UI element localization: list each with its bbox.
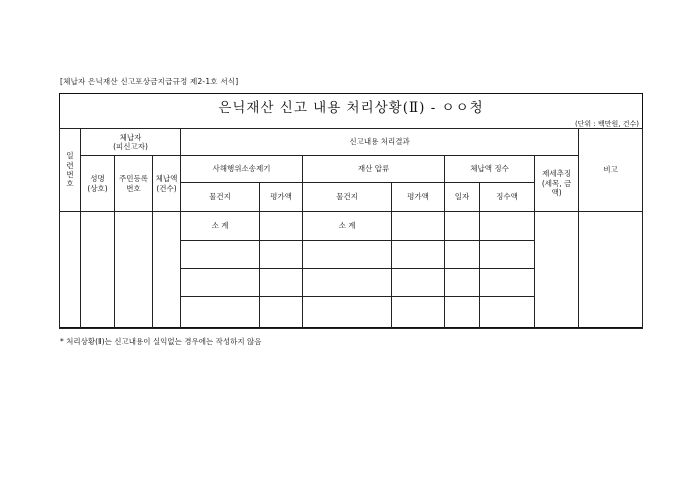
resident-id-header bbox=[115, 156, 153, 212]
fraud-value-cell bbox=[260, 241, 303, 269]
fraud-value-cell bbox=[260, 297, 303, 329]
fraud-item-cell: 소 계 bbox=[181, 212, 260, 241]
footnote: * 처리상황(Ⅱ)는 신고내용이 실익없는 경우에는 작성하지 않음 bbox=[60, 337, 262, 346]
seizure-value-cell bbox=[392, 212, 445, 241]
fraud-value-header: 평가액 bbox=[260, 183, 303, 212]
arrears-sub-label: (건수) bbox=[156, 183, 177, 193]
form-frame bbox=[59, 93, 643, 328]
name-sub-label: (상호) bbox=[87, 183, 108, 193]
seizure-value-header: 평가액 bbox=[392, 183, 445, 212]
delinquent-sub-label: (피신고자) bbox=[113, 142, 148, 151]
delinquent-header bbox=[81, 129, 181, 156]
tax-estimate-label: 제세추징 bbox=[542, 169, 572, 179]
remarks-header: 비고 bbox=[579, 129, 643, 212]
arrears-label: 체납액 bbox=[155, 174, 178, 184]
seizure-item-header: 물건지 bbox=[303, 183, 392, 212]
collection-date-cell bbox=[445, 212, 480, 241]
collected-amount-cell bbox=[480, 212, 535, 241]
name-label: 성명 bbox=[90, 174, 105, 184]
fraud-value-cell bbox=[260, 212, 303, 241]
collection-date-cell bbox=[445, 297, 480, 329]
collected-amount-cell bbox=[480, 269, 535, 297]
serial-number-label: 일련번호 bbox=[66, 151, 74, 189]
tax-estimate-cell bbox=[535, 212, 579, 329]
name-cell bbox=[81, 212, 115, 329]
seizure-value-cell bbox=[392, 269, 445, 297]
asset-seizure-header: 재산 압류 bbox=[303, 156, 445, 183]
fraud-lawsuit-header: 사해행위소송제기 bbox=[181, 156, 303, 183]
tax-estimate-sub-label: (세목, 금액) bbox=[541, 178, 572, 198]
page-title: 은닉재산 신고 내용 처리상황(Ⅱ) - ㅇㅇ청 bbox=[218, 100, 484, 116]
unit-label: (단위 : 백만원, 건수) bbox=[574, 120, 639, 128]
remarks-cell bbox=[579, 212, 643, 329]
table-row bbox=[60, 212, 643, 241]
collection-date-header: 일자 bbox=[445, 183, 480, 212]
fraud-item-cell bbox=[181, 241, 260, 269]
name-header bbox=[81, 156, 115, 212]
arrears-cell bbox=[153, 212, 181, 329]
seizure-item-cell bbox=[303, 297, 392, 329]
fraud-value-cell bbox=[260, 269, 303, 297]
collected-amount-cell bbox=[480, 241, 535, 269]
collection-date-cell bbox=[445, 241, 480, 269]
collection-date-cell bbox=[445, 269, 480, 297]
fraud-item-cell bbox=[181, 297, 260, 329]
collected-amount-cell bbox=[480, 297, 535, 329]
seizure-value-cell bbox=[392, 297, 445, 329]
seizure-item-cell bbox=[303, 241, 392, 269]
resident-id-cell bbox=[115, 212, 153, 329]
seizure-value-cell bbox=[392, 241, 445, 269]
form-reference: [체납자 은닉재산 신고포상금지급규정 제2-1호 서식] bbox=[60, 77, 239, 86]
processing-result-header: 신고내용 처리결과 bbox=[181, 129, 579, 156]
serial-cell bbox=[60, 212, 81, 329]
delinquent-label: 체납자 bbox=[119, 132, 142, 142]
arrears-collection-header: 체납액 징수 bbox=[445, 156, 535, 183]
tax-estimate-header bbox=[535, 156, 579, 212]
seizure-item-cell bbox=[303, 269, 392, 297]
fraud-item-cell bbox=[181, 269, 260, 297]
arrears-header bbox=[153, 156, 181, 212]
seizure-item-cell: 소 계 bbox=[303, 212, 392, 241]
collected-amount-header: 징수액 bbox=[480, 183, 535, 212]
serial-number-header bbox=[60, 129, 81, 212]
status-table bbox=[59, 128, 643, 329]
fraud-item-header: 물건지 bbox=[181, 183, 260, 212]
resident-id-label: 주민등록번호 bbox=[119, 174, 148, 193]
